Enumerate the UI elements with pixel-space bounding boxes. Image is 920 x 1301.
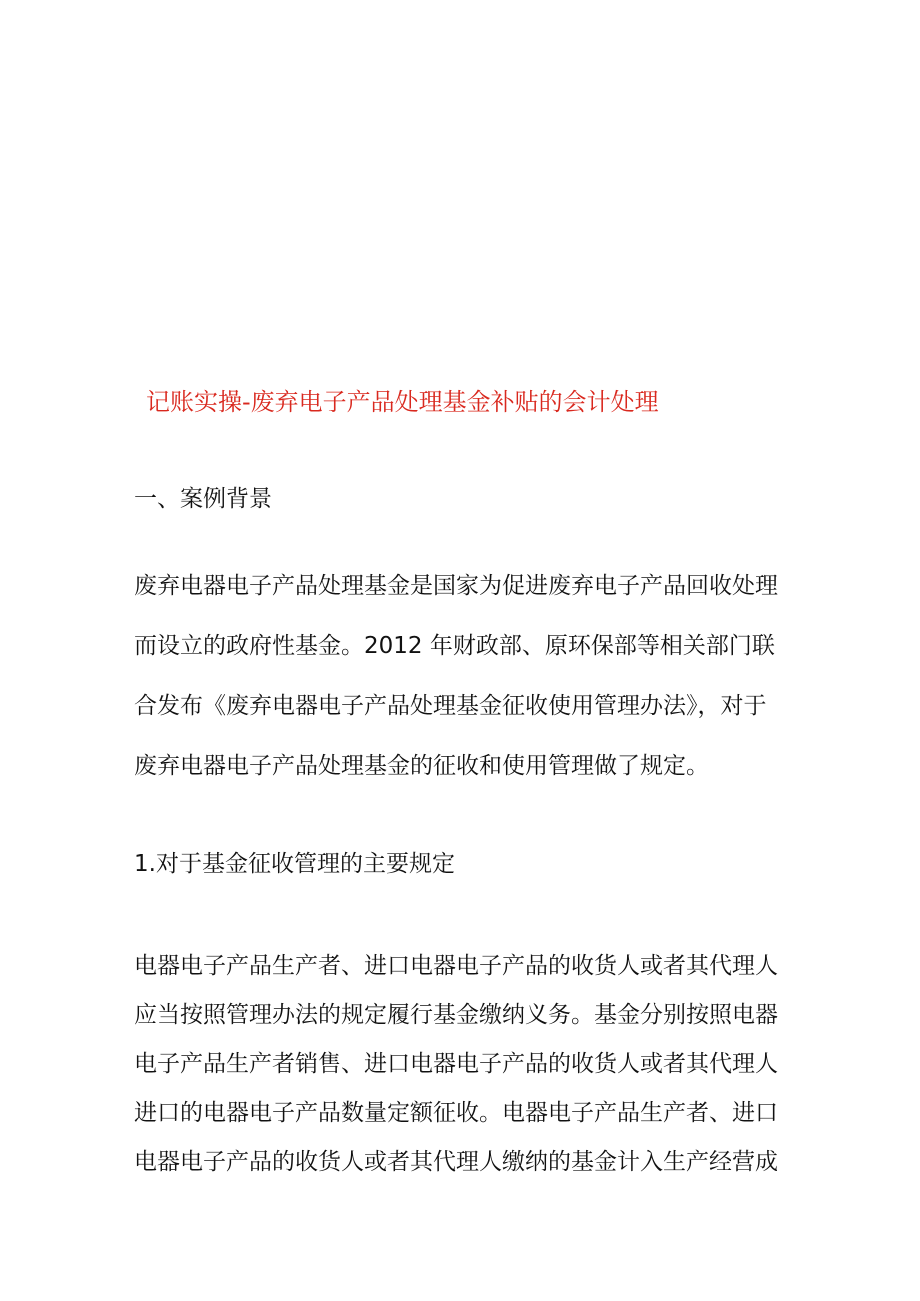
paragraph-line: 而设立的政府性基金。2012 年财政部、原环保部等相关部门联 <box>134 633 775 659</box>
paragraph-background <box>134 564 794 804</box>
sub-heading: 1.对于基金征收管理的主要规定 <box>134 851 455 877</box>
paragraph-line: 应当按照管理办法的规定履行基金缴纳义务。基金分别按照电器 <box>134 1002 778 1028</box>
paragraph-line: 电子产品生产者销售、进口电器电子产品的收货人或者其代理人 <box>134 1051 778 1077</box>
paragraph-collection-rules <box>134 944 794 1189</box>
paragraph-line: 电器电子产品的收货人或者其代理人缴纳的基金计入生产经营成 <box>134 1149 778 1175</box>
section-heading: 一、案例背景 <box>134 486 272 512</box>
document-title: 记账实操-废弃电子产品处理基金补贴的会计处理 <box>146 388 659 416</box>
paragraph-line: 合发布《废弃电器电子产品处理基金征收使用管理办法》，对于 <box>134 693 767 719</box>
paragraph-line: 废弃电器电子产品处理基金的征收和使用管理做了规定。 <box>134 753 709 779</box>
paragraph-line: 进口的电器电子产品数量定额征收。电器电子产品生产者、进口 <box>134 1100 778 1126</box>
paragraph-line: 废弃电器电子产品处理基金是国家为促进废弃电子产品回收处理 <box>134 573 778 599</box>
paragraph-line: 电器电子产品生产者、进口电器电子产品的收货人或者其代理人 <box>134 953 778 979</box>
